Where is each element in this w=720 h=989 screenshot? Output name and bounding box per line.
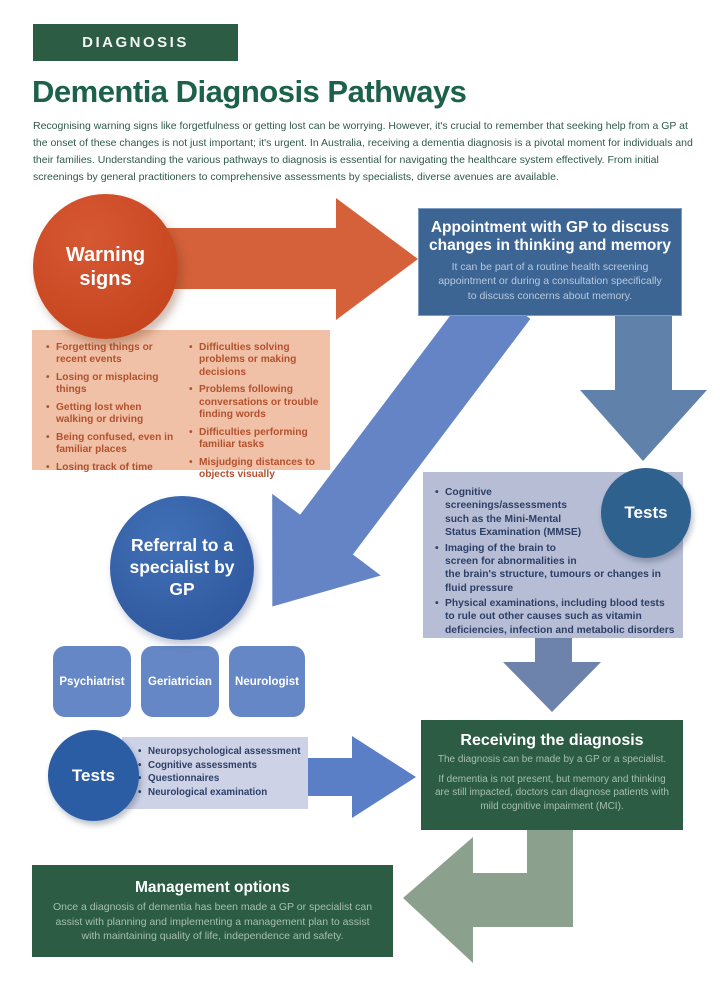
receiving-diagnosis-title: Receiving the diagnosis (460, 732, 644, 749)
specialist-box-psychiatrist: Psychiatrist (53, 646, 131, 717)
diagnosis-badge-label: DIAGNOSIS (82, 34, 189, 51)
tests-to-receiving-right-arrow (300, 736, 416, 818)
list-item: • Questionnaires (138, 773, 304, 786)
diagnosis-badge (33, 24, 238, 61)
management-options-body: Once a diagnosis of dementia has been made a GP or specialist can assist with planning and implementing a management plan to assist with maintaining quality of life, independence and safety. (52, 901, 373, 943)
receiving-diagnosis-body-1: The diagnosis can be made by a GP or a specialist. (437, 754, 667, 765)
warning-signs-circle-label: Warning signs (65, 243, 146, 290)
management-options-title: Management options (134, 879, 290, 896)
list-item: • Misjudging distances to objects visually (189, 457, 322, 482)
warning-signs-list-right (189, 342, 322, 480)
list-item: • Losing or misplacing things (46, 372, 179, 397)
tests-circle-left (48, 730, 139, 821)
list-item: • Imaging of the brain to screen for abnormalities in the brain's structure, tumours or changes in fluid pressure (435, 542, 677, 596)
specialist-box-neurologist: Neurologist (229, 646, 305, 717)
gp-to-tests-arrow (580, 310, 707, 461)
tests-circle-right (601, 468, 691, 558)
tests-left-list (138, 746, 304, 800)
receiving-diagnosis-card (421, 720, 683, 830)
management-options-card (32, 865, 393, 957)
intro-paragraph: Recognising warning signs like forgetfulness or getting lost can be worrying. However, it's crucial to remember that seeking help from a GP at the onset of these changes is not just important; it's urgent. In Australia, receiving a dementia diagnosis is a pivotal moment for individuals and their families. Understanding the various pathways to diagnosis is essential for navigating the healthcare system effectively. From initial screenings by general practitioners to comprehensive assessments by specialists, diverse avenues are available. (33, 120, 693, 183)
receiving-to-management-arrow (403, 826, 573, 963)
list-item: • Forgetting things or recent events (46, 342, 179, 367)
gp-appointment-card (418, 208, 682, 316)
list-item: • Physical examinations, including blood tests to rule out other causes such as vitamin deficiencies, infection and metabolic disorders (435, 597, 677, 637)
warning-signs-list-left (46, 342, 179, 473)
referral-circle (110, 496, 254, 640)
list-item: • Losing track of time (46, 462, 179, 474)
specialist-box-geriatrician: Geriatrician (141, 646, 219, 717)
tests-card-left (122, 737, 308, 809)
list-item: • Cognitive assessments (138, 760, 304, 773)
gp-appointment-title: Appointment with GP to discuss changes in thinking and memory (429, 219, 672, 255)
list-item: • Cognitive screenings/assessments such as the Mini-Mental Status Examination (MMSE) (435, 486, 677, 540)
list-item: • Difficulties performing familiar tasks (189, 427, 322, 452)
list-item: • Neurological examination (138, 787, 304, 800)
warning-to-gp-arrow (150, 198, 418, 320)
page-title: Dementia Diagnosis Pathways (32, 74, 467, 109)
tests-to-receiving-down-arrow (503, 636, 601, 712)
receiving-diagnosis-body-2: If dementia is not present, but memory and thinking are still impacted, doctors can diagnose patients with mild cognitive impairment (MCI). (434, 773, 669, 812)
referral-circle-label: Referral to a specialist by GP (129, 535, 235, 599)
list-item: • Getting lost when walking or driving (46, 402, 179, 427)
list-item: • Being confused, even in familiar places (46, 432, 179, 457)
warning-signs-list-card (32, 330, 330, 480)
tests-circle-left-label: Tests (71, 765, 116, 785)
list-item: • Problems following conversations or trouble finding words (189, 384, 322, 421)
tests-circle-right-label: Tests (624, 503, 668, 522)
gp-appointment-body: It can be part of a routine health screening appointment or during a consultation specifically to discuss concerns about memory. (438, 260, 662, 302)
list-item: • Neuropsychological assessment (138, 746, 304, 759)
list-item: • Difficulties solving problems or making decisions (189, 342, 322, 379)
warning-signs-circle (33, 194, 178, 339)
